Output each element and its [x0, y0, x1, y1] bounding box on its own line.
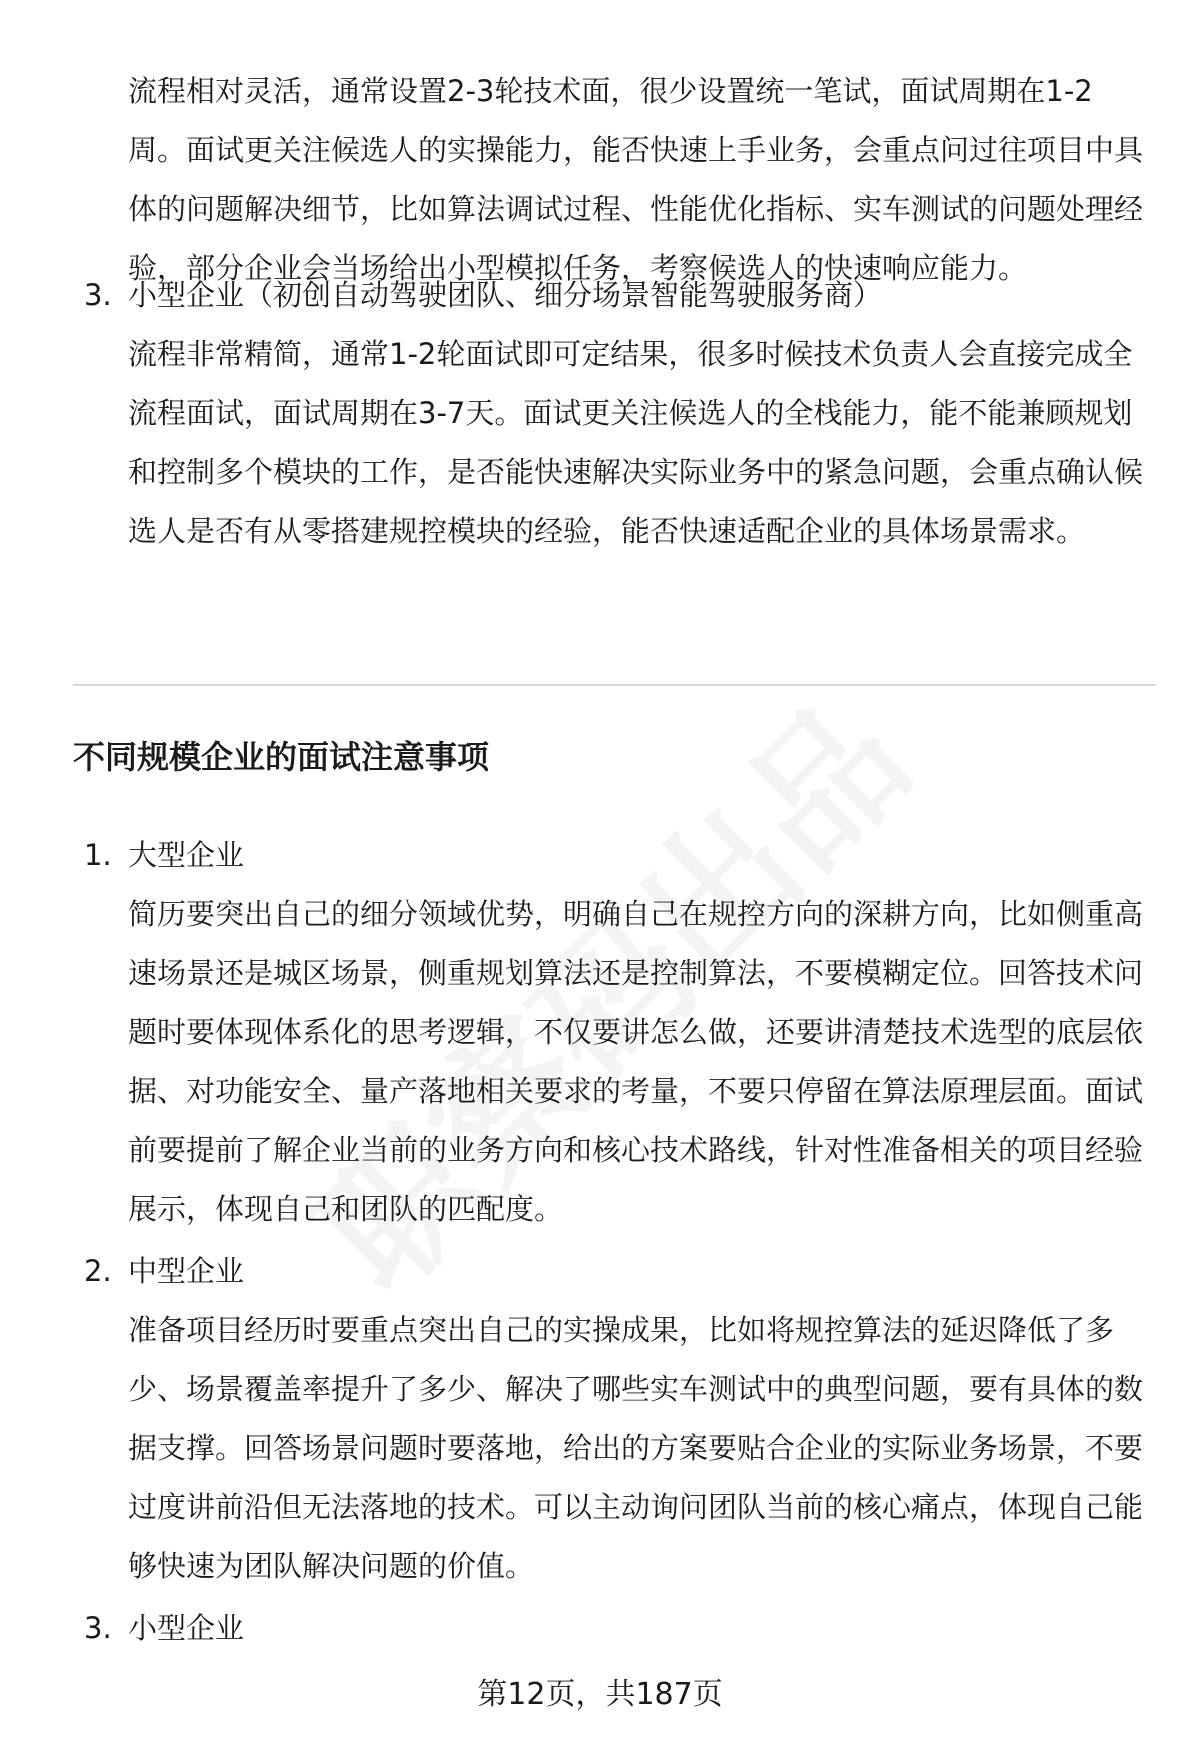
page-footer: 第12页，共187页	[477, 1677, 723, 1712]
list-item-medium-company	[84, 1242, 244, 1301]
list-number: 1.	[84, 838, 112, 872]
list-number: 3.	[84, 278, 112, 312]
list-number: 3.	[84, 1611, 112, 1645]
section-title: 不同规模企业的面试注意事项	[73, 738, 490, 776]
list-item-body: 准备项目经历时要重点突出自己的实操成果，比如将规控算法的延迟降低了多少、场景覆盖率提升了多少、解决了哪些实车测试中的典型问题，要有具体的数据支撑。回答场景问题时要落地，给出的方案要贴合企业的实际业务场景，不要过度讲前沿但无法落地的技术。可以主动询问团队当前的核心痛点，体现自己能够快速为团队解决问题的价值。	[128, 1313, 1144, 1583]
list-item-small-company-process	[84, 266, 882, 325]
list-item-title: 大型企业	[128, 838, 245, 872]
intro-paragraph: 流程相对灵活，通常设置2-3轮技术面，很少设置统一笔试，面试周期在1-2周。面试更关注候选人的实操能力，能否快速上手业务，会重点问过往项目中具体的问题解决细节，比如算法调试过程、性能优化指标、实车测试的问题处理经验，部分企业会当场给出小型模拟任务，考察候选人的快速响应能力。	[128, 74, 1144, 285]
section-divider	[73, 684, 1156, 686]
list-item-body: 流程非常精简，通常1-2轮面试即可定结果，很多时候技术负责人会直接完成全流程面试，面试周期在3-7天。面试更关注候选人的全栈能力，能不能兼顾规划和控制多个模块的工作，是否能快速解决实际业务中的紧急问题，会重点确认候选人是否有从零搭建规控模块的经验，能否快速适配企业的具体场景需求。	[128, 337, 1144, 548]
list-item-body: 简历要突出自己的细分领域优势，明确自己在规控方向的深耕方向，比如侧重高速场景还是城区场景，侧重规划算法还是控制算法，不要模糊定位。回答技术问题时要体现体系化的思考逻辑，不仅要讲怎么做，还要讲清楚技术选型的底层依据、对功能安全、量产落地相关要求的考量，不要只停留在算法原理层面。面试前要提前了解企业当前的业务方向和核心技术路线，针对性准备相关的项目经验展示，体现自己和团队的匹配度。	[128, 897, 1144, 1226]
list-item-large-company	[84, 826, 244, 885]
list-item-title: 中型企业	[128, 1254, 245, 1288]
list-number: 2.	[84, 1254, 112, 1288]
list-item-title: 小型企业	[128, 1611, 245, 1645]
list-item-small-company	[84, 1599, 244, 1658]
list-item-title: 小型企业（初创自动驾驶团队、细分场景智能驾驶服务商）	[128, 278, 883, 312]
